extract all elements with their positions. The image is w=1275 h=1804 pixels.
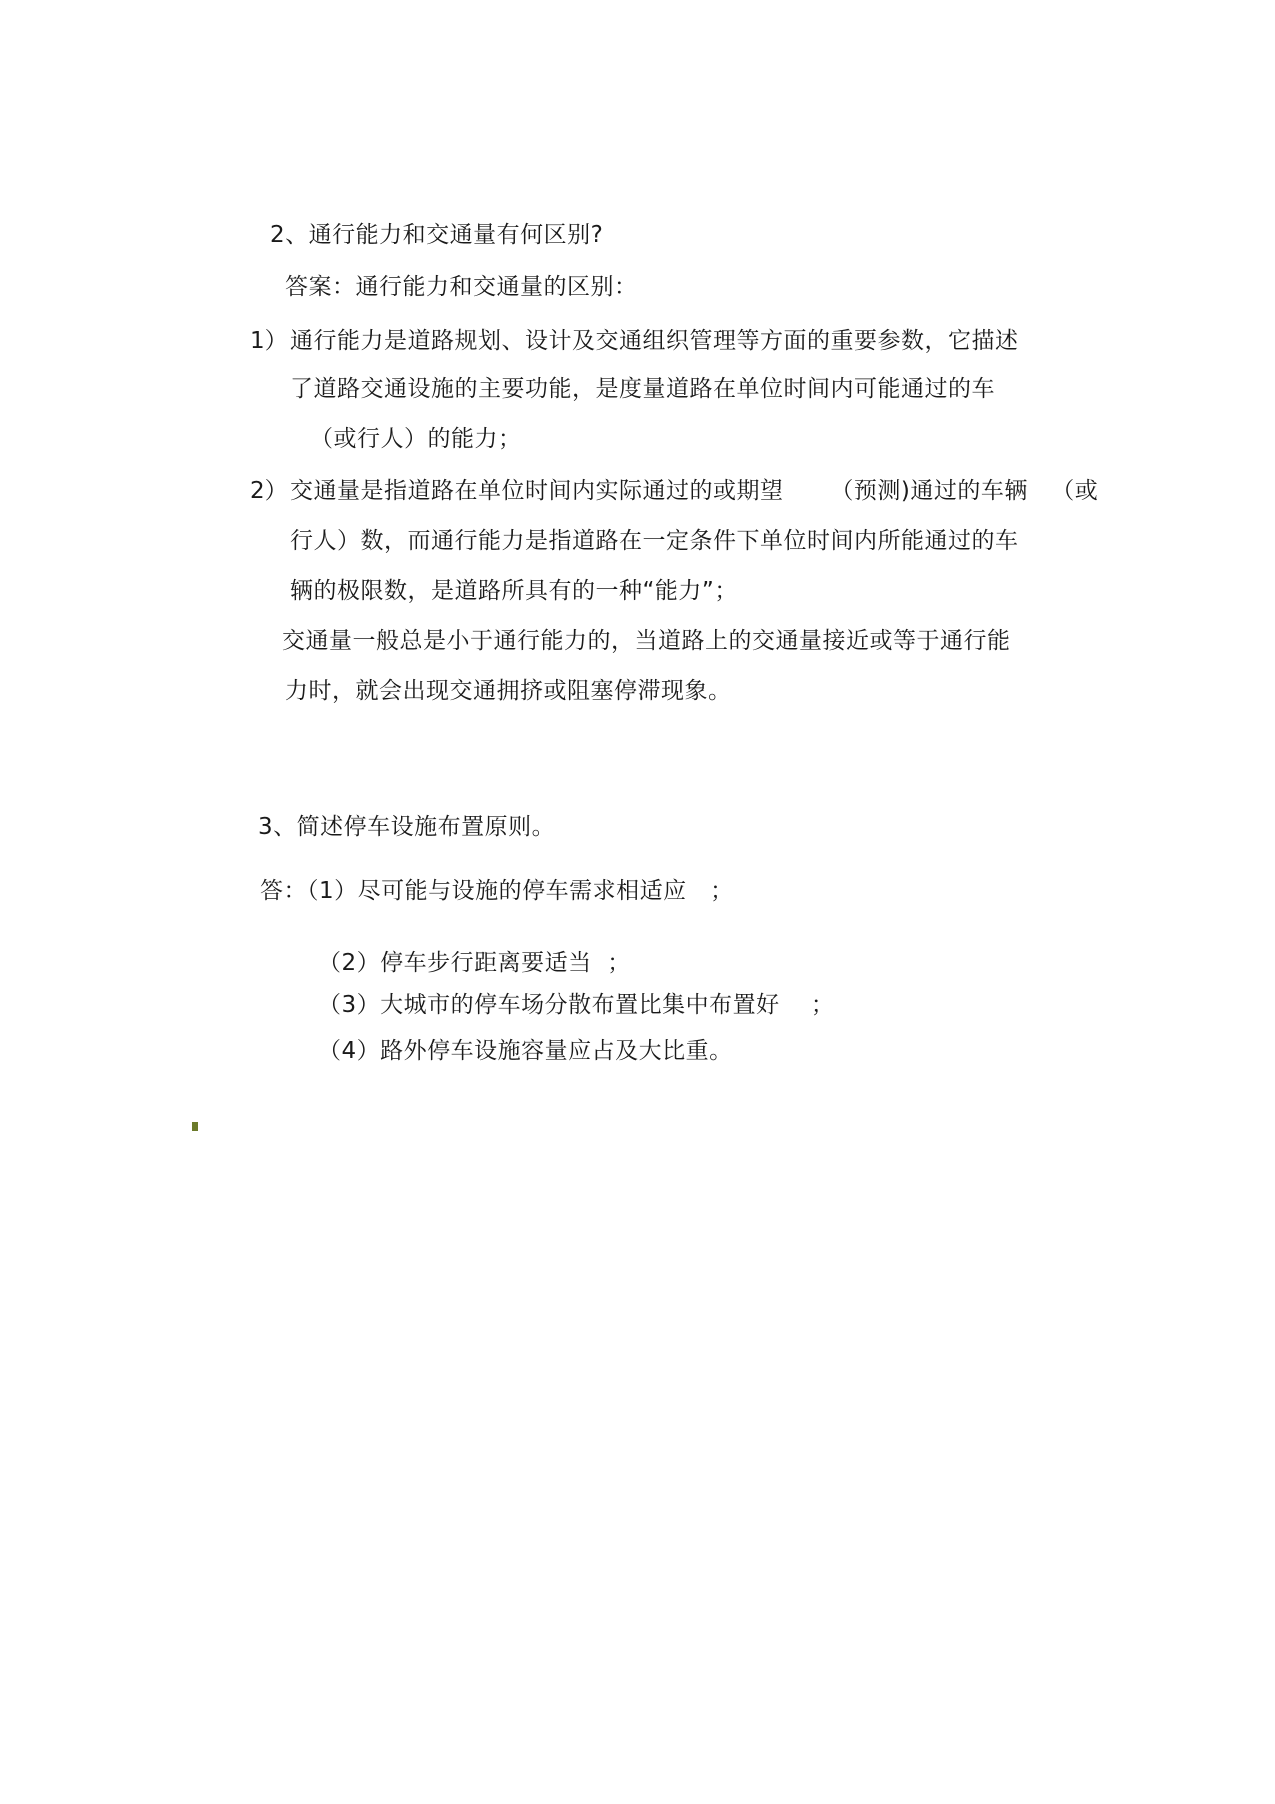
point-1-line-2: 了道路交通设施的主要功能，是度量道路在单位时间内可能通过的车 (290, 376, 995, 402)
answer-heading: 答案：通行能力和交通量的区别： (285, 274, 638, 300)
answer-3-line-2: （2）停车步行距离要适当 ； (318, 950, 631, 976)
conclusion-line-2: 力时，就会出现交通拥挤或阻塞停滞现象。 (285, 678, 732, 704)
answer-3-line-1: 答：（1）尽可能与设施的停车需求相适应 ； (260, 878, 734, 904)
scan-mark (192, 1122, 198, 1131)
point-2-line-3: 辆的极限数，是道路所具有的一种“能力”； (290, 578, 738, 604)
answer-3-line-3: （3）大城市的停车场分散布置比集中布置好 ； (318, 992, 835, 1018)
point-1-line-3: （或行人）的能力； (310, 426, 522, 452)
question-3: 3、简述停车设施布置原则。 (258, 814, 556, 840)
point-1-marker: 1） (250, 328, 288, 354)
question-2: 2、通行能力和交通量有何区别? (270, 222, 604, 248)
point-2-line-2: 行人）数，而通行能力是指道路在一定条件下单位时间内所能通过的车 (290, 528, 1019, 554)
answer-3-line-4: （4）路外停车设施容量应占及大比重。 (318, 1038, 733, 1064)
conclusion-line-1: 交通量一般总是小于通行能力的，当道路上的交通量接近或等于通行能 (282, 628, 1011, 654)
point-1-line-1: 通行能力是道路规划、设计及交通组织管理等方面的重要参数，它描述 (290, 328, 1019, 354)
point-2-marker: 2） (250, 478, 288, 504)
point-2-line-1: 交通量是指道路在单位时间内实际通过的或期望 （预测)通过的车辆 （或 (290, 478, 1099, 504)
